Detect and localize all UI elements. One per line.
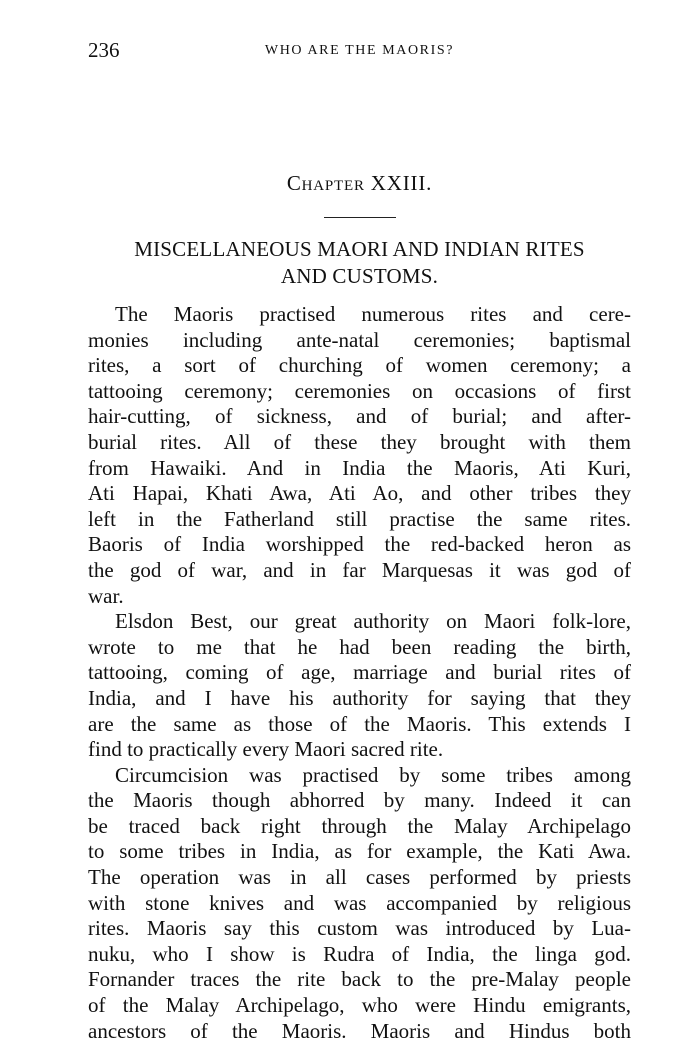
- text-line: Fornander traces the rite back to the pre-Malay people: [88, 967, 631, 992]
- text-line: wrote to me that he had been reading the birth,: [88, 634, 631, 659]
- text-line: Baoris of India worshipped the red-backed heron as: [88, 532, 631, 557]
- text-line: from Hawaiki. And in India the Maoris, Ati Kuri,: [88, 455, 631, 480]
- text-line: rites, a sort of churching of women ceremony; a: [88, 353, 631, 378]
- text-line: tattooing ceremony; ceremonies on occasions of first: [88, 378, 631, 403]
- body-text: [88, 302, 631, 1044]
- text-line: Elsdon Best, our great authority on Maori folk-lore,: [115, 609, 631, 634]
- page-number: 236: [88, 38, 120, 62]
- text-line: The Maoris practised numerous rites and cere-: [115, 302, 631, 326]
- chapter-title-line-1: MISCELLANEOUS MAORI AND INDIAN RITES: [134, 237, 585, 261]
- text-line: Circumcision was practised by some tribes among: [115, 762, 631, 787]
- text-line: to some tribes in India, as for example, the Kati Awa.: [88, 839, 631, 864]
- text-line: the Maoris though abhorred by many. Indeed it can: [88, 788, 631, 813]
- text-line: the god of war, and in far Marquesas it was god of: [88, 557, 631, 582]
- text-line: nuku, who I show is Rudra of India, the linga god.: [88, 941, 631, 966]
- running-title: WHO ARE THE MAORIS?: [264, 43, 455, 58]
- chapter-title-line-2: AND CUSTOMS.: [280, 264, 439, 288]
- text-line: be traced back right through the Malay Archipelago: [88, 813, 631, 838]
- text-line: rites. Maoris say this custom was introduced by Lua-: [88, 916, 631, 941]
- chapter-number: Chapter XXIII.: [286, 171, 433, 195]
- book-page: [88, 38, 631, 1044]
- text-line: find to practically every Maori sacred rite.: [88, 737, 444, 762]
- text-line: India, and I have his authority for saying that they: [88, 685, 631, 710]
- running-head: [88, 38, 631, 68]
- text-line: tattooing, coming of age, marriage and burial rites of: [88, 660, 631, 685]
- text-line: burial rites. All of these they brought with them: [88, 429, 631, 454]
- text-line: with stone knives and was accompanied by religious: [88, 890, 631, 915]
- text-line: The operation was in all cases performed by priests: [88, 865, 631, 890]
- text-line: monies including ante-natal ceremonies; baptismal: [88, 327, 631, 352]
- chapter-title: [88, 236, 631, 290]
- text-line: war.: [88, 583, 124, 608]
- text-line: ancestors of the Maoris. Maoris and Hindus both: [88, 1018, 631, 1043]
- text-line: left in the Fatherland still practise the same rites.: [88, 506, 631, 531]
- text-line: of the Malay Archipelago, who were Hindu emigrants,: [88, 993, 631, 1018]
- text-line: Ati Hapai, Khati Awa, Ati Ao, and other tribes they: [88, 481, 631, 506]
- chapter-rule: [324, 217, 396, 218]
- text-line: are the same as those of the Maoris. This extends I: [88, 711, 631, 736]
- text-line: hair-cutting, of sickness, and of burial; and after-: [88, 404, 631, 429]
